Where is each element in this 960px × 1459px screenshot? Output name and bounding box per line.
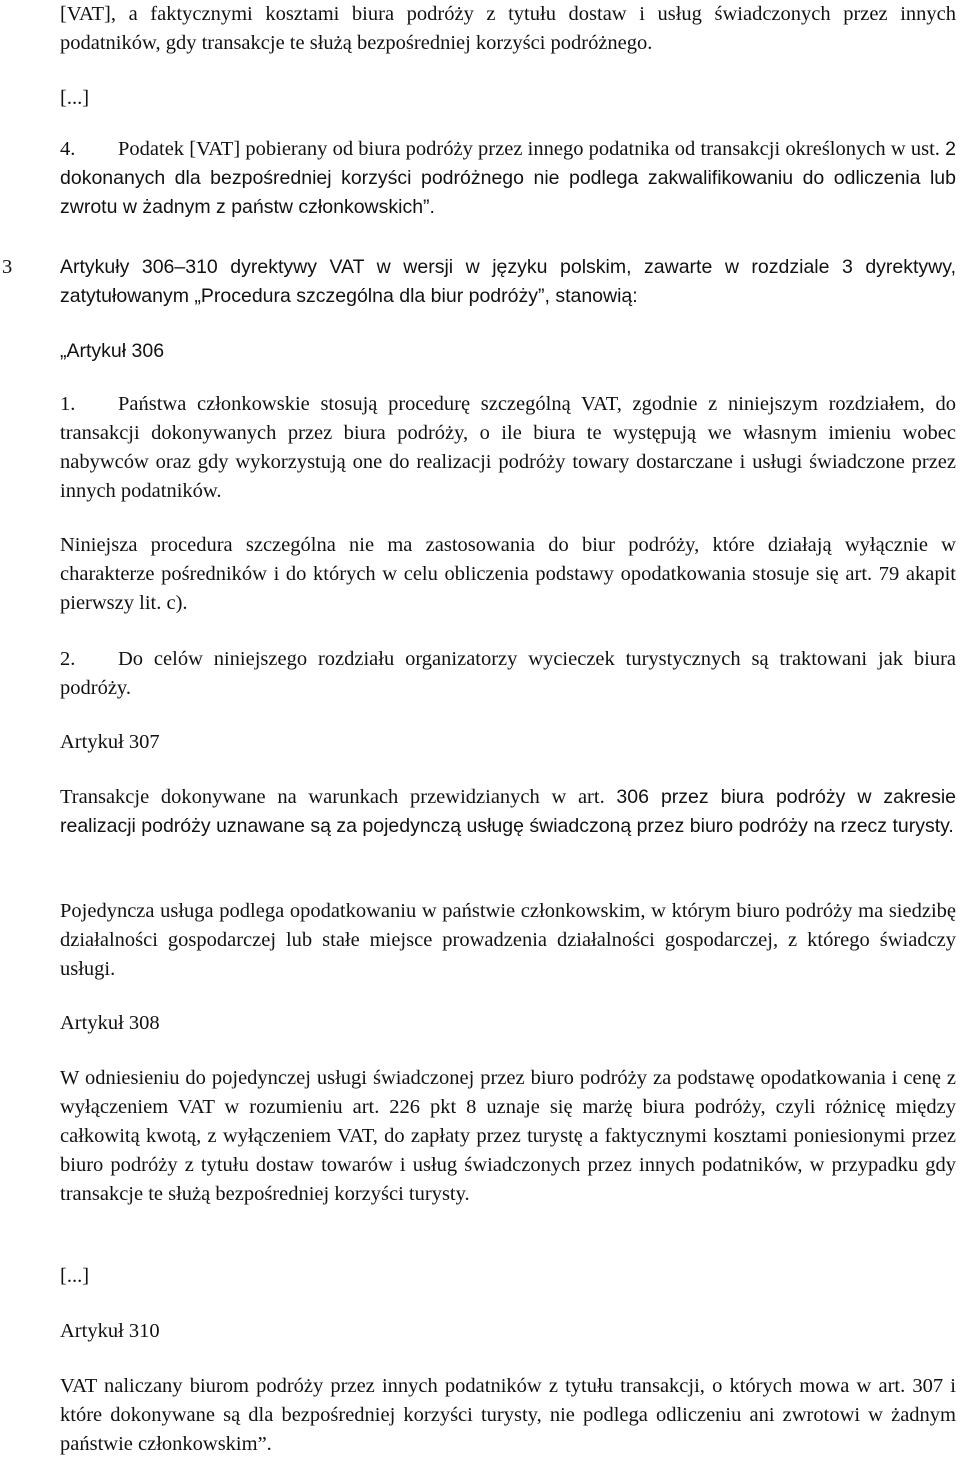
article-307-paragraph-2: Pojedyncza usługa podlega opodatkowaniu w państwie członkowskim, w którym biuro podróży ma siedzibę działalności gospodarczej lub stałe miejsce prowadzenia działalności gospodarczej, z którego świadczy usługi.	[60, 900, 956, 980]
article-310-paragraph-1: VAT naliczany biurom podróży przez innych podatników z tytułu transakcji, o których mowa w art. 307 i które dokonywane są dla bezpośredniej korzyści turysty, nie podlega odliczeniu ani zwrotowi w żadnym państwie członkowskim”.	[60, 1375, 956, 1455]
article-307-paragraph-1-serif: Transakcje dokonywane na warunkach przewidzianych w art.	[60, 786, 605, 808]
article-307-heading: Artykuł 307	[60, 731, 160, 753]
article-306-paragraph-3-text: Do celów niniejszego rozdziału organizatorzy wycieczek turystycznych są traktowani jak biura podróży.	[60, 648, 956, 699]
ellipsis-2: [...]	[60, 1265, 90, 1287]
article-307-paragraph-1	[60, 783, 956, 841]
article-306-paragraph-1-text: Państwa członkowskie stosują procedurę szczególną VAT, zgodnie z niniejszym rozdziałem, do transakcji dokonywanych przez biura podróży, o ile biura te występują we własnym imieniu wobec nabywców oraz gdy wykorzystują one do realizacji podróży towary dostarczane i usługi świadczone przez innych podatników.	[60, 393, 956, 502]
paragraph-number: 2.	[60, 648, 76, 670]
article-306-heading: „Artykuł 306	[60, 340, 165, 362]
point-number: 4.	[60, 138, 76, 160]
paragraph-intro: [VAT], a faktycznymi kosztami biura podróży z tytułu dostaw i usług świadczonych przez innych podatników, gdy transakcje te służą bezpośredniej korzyści podróżnego.	[60, 3, 956, 54]
article-308-paragraph-1: W odniesieniu do pojedynczej usługi świadczonej przez biuro podróży za podstawę opodatkowania i cenę z wyłączeniem VAT w rozumieniu art. 226 pkt 8 uznaje się marżę biura podróży, czyli różnicę między całkowitą kwotą, z wyłączeniem VAT, do zapłaty przez turystę a faktycznymi kosztami poniesionymi przez biuro podróży z tytułu dostaw towarów i usług świadczonych przez innych podatników, w przypadku gdy transakcje te służą bezpośredniej korzyści turysty.	[60, 1067, 956, 1205]
article-307-paragraph-1-sans: 306 przez biura podróży w zakresie realizacji podróży uznawane są za pojedynczą usługę świadczoną przez biuro podróży na rzecz turysty.	[60, 786, 957, 837]
point-4-text-sans: 2 dokonanych dla bezpośredniej korzyści podróżnego nie podlega zakwalifikowaniu do odliczenia lub zwrotu w żadnym z państw członkowskich”.	[60, 138, 956, 218]
article-306-paragraph-2: Niniejsza procedura szczególna nie ma zastosowania do biur podróży, które działają wyłącznie w charakterze pośredników i do których w celu obliczenia podstawy opodatkowania stosuje się art. 79 akapit pierwszy lit. c).	[60, 534, 956, 614]
article-308-heading: Artykuł 308	[60, 1012, 160, 1034]
paragraph-point-4	[60, 135, 956, 222]
paragraph-number: 1.	[60, 393, 76, 415]
point-4-text-serif: Podatek [VAT] pobierany od biura podróży przez innego podatnika od transakcji określonych w ust.	[118, 138, 940, 160]
footnote-intro: Artykuły 306–310 dyrektywy VAT w wersji w języku polskim, zawarte w rozdziale 3 dyrektywy, zatytułowanym „Procedura szczególna dla biur podróży”, stanowią:	[60, 256, 956, 307]
article-306-paragraph-3	[60, 645, 956, 703]
footnote-marker: 3	[2, 256, 13, 278]
article-306-paragraph-1	[60, 390, 956, 506]
ellipsis-1: [...]	[60, 87, 90, 109]
article-310-heading: Artykuł 310	[60, 1320, 160, 1342]
